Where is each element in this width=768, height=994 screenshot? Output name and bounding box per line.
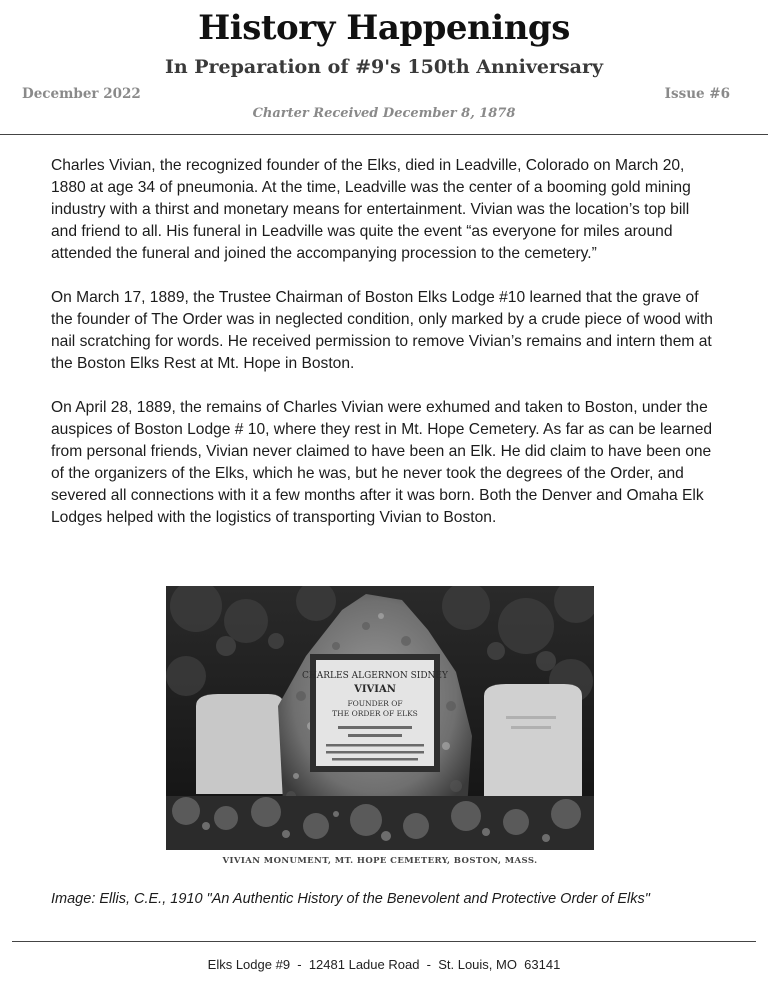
svg-text:CHARLES ALGERNON SIDNEY: CHARLES ALGERNON SIDNEY [302, 671, 448, 681]
footer-address: Elks Lodge #9 - 12481 Ladue Road - St. Louis, MO 63141 [207, 957, 561, 972]
monument-photo-image [166, 586, 594, 850]
newsletter-subtitle: In Preparation of #9's 150th Anniversary [164, 56, 604, 78]
photo-caption: VIVIAN MONUMENT, MT. HOPE CEMETERY, BOSTON, MASS. [222, 856, 538, 866]
image-credit [51, 891, 751, 907]
charter-date: Charter Received December 8, 1878 [252, 106, 516, 121]
issue-date: December 2022 [22, 86, 141, 102]
plaque-name: VIVIAN [354, 684, 396, 695]
monument-photo [166, 586, 594, 850]
newsletter-title: History Happenings [198, 8, 570, 48]
article-paragraph-1: Charles Vivian, the recognized founder of the Elks, died in Leadville, Colorado on March 20, 1880 at age 34 of pneumonia. At the time, Leadville was the center of a booming gold mining industry with a thirst and monetary means for entertainment. Vivian was the location’s top bill and friend to all. His funeral in Leadville was quite the event “as everyone for miles around attended the funeral and joined the accompanying procession to the cemetery.” [51, 157, 691, 262]
plaque-line-1: FOUNDER OF [347, 699, 403, 708]
article-paragraph-3: On April 28, 1889, the remains of Charles Vivian were exhumed and taken to Boston, under the auspices of Boston Lodge # 10, where they rest in Mt. Hope Cemetery. As far as can be learned from personal friends, Vivian never claimed to have been an Elk. He did claim to have been one of the organizers of the Elks, which he was, but he never took the degrees of the Order, and severed all connections with it a few months after it was born. Both the Denver and Omaha Elk Lodges helped with the logistics of transporting Vivian to Boston. [51, 399, 713, 526]
article-paragraph-2: On March 17, 1889, the Trustee Chairman of Boston Elks Lodge #10 learned that the grave of the founder of The Order was in neglected condition, only marked by a crude piece of wood with nail scratching for words. He received permission to remove Vivian’s remains and intern them at the Boston Elks Rest at Mt. Hope in Boston. [51, 289, 713, 372]
image-credit-text: : Ellis, C.E., 1910 "An Authentic History of the Benevolent and Protective Order of Elks" [91, 891, 650, 907]
article-body [51, 155, 719, 551]
issue-number: Issue #6 [664, 86, 730, 102]
footer-divider [12, 941, 756, 942]
image-credit-label: Image [51, 891, 92, 907]
plaque-line-2: THE ORDER OF ELKS [332, 709, 418, 718]
header-divider [0, 134, 768, 135]
